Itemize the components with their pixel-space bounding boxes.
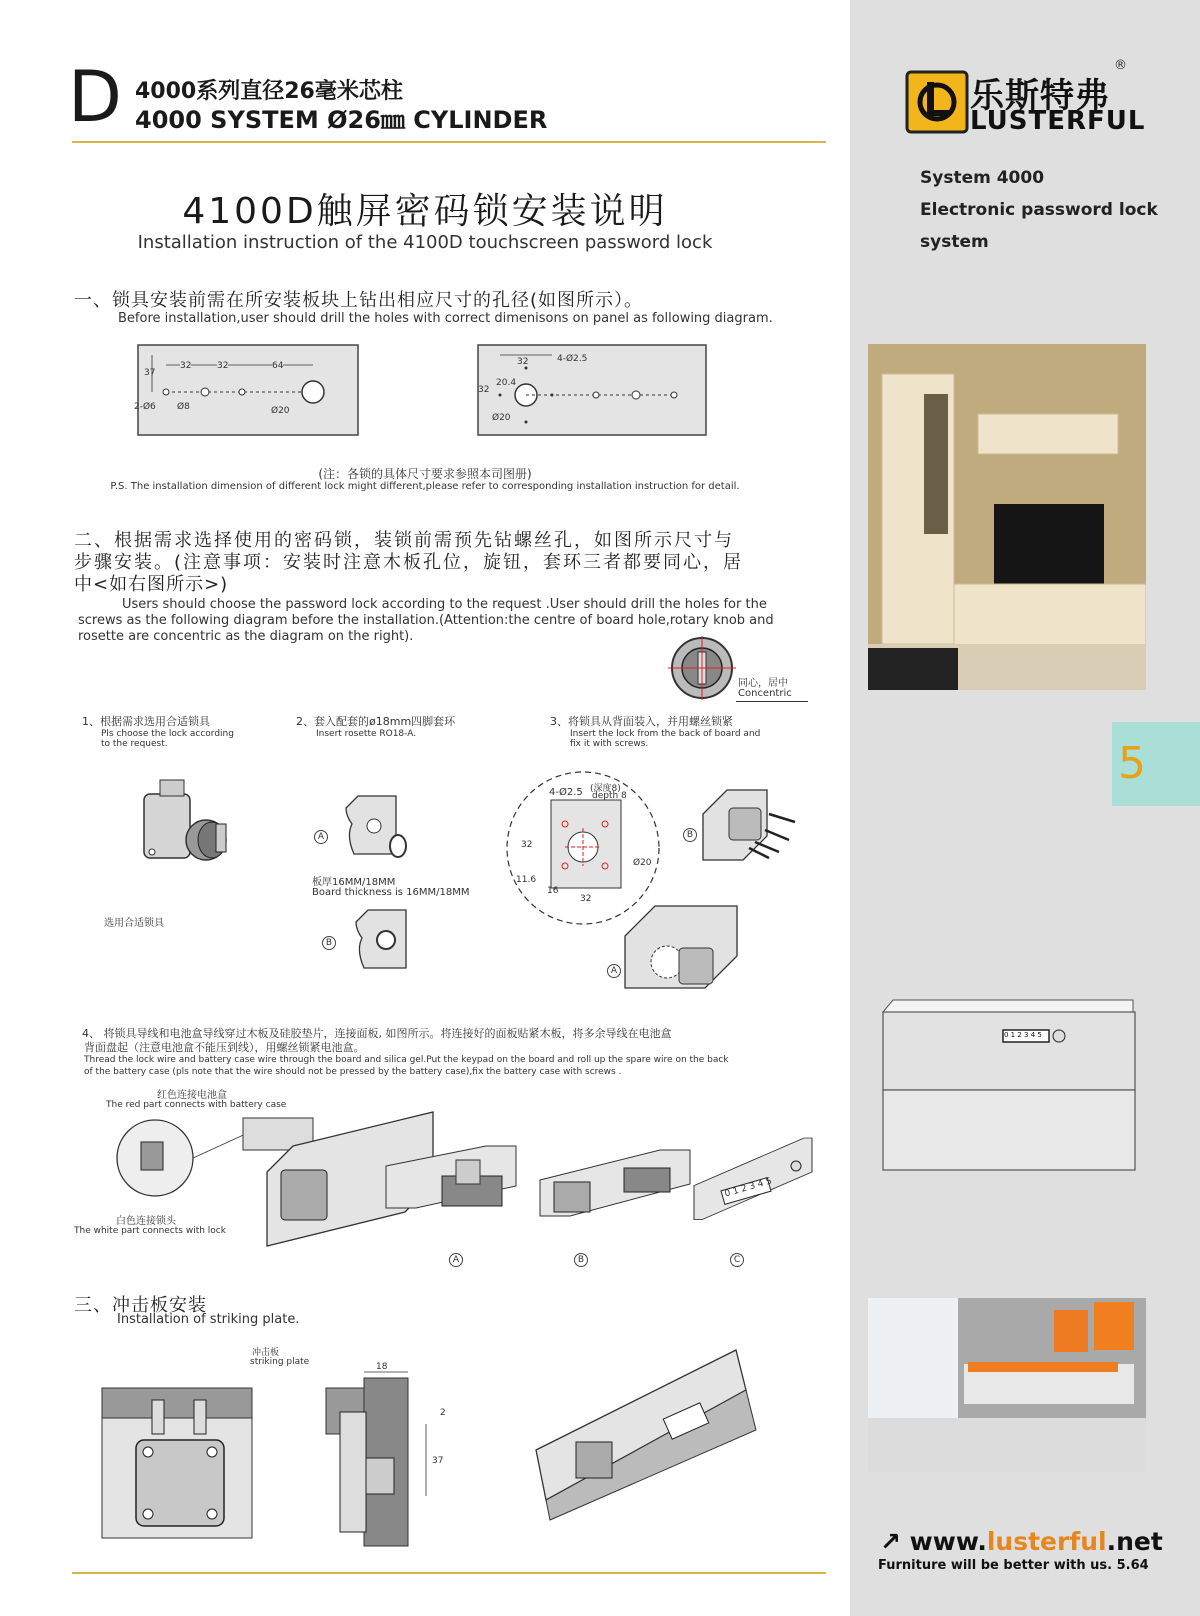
strike-dim-18: 18	[376, 1362, 388, 1372]
label-a-step4: A	[449, 1253, 463, 1267]
section2-line2: 步骤安装。(注意事项：安装时注意木板孔位，旋钮，套环三者都要同心，居	[74, 552, 744, 573]
drill-diagram-left	[138, 345, 368, 437]
header-title-cn: 4000系列直径26毫米芯柱	[135, 79, 403, 104]
section2-en2: screws as the following diagram before the installation.(Attention:the centre of board hole,rotary knob and	[78, 613, 774, 628]
web-icon: ↗	[880, 1527, 901, 1556]
striking-plate-en: striking plate	[250, 1357, 310, 1367]
board-thickness-cn: 板厚16MM/18MM	[312, 877, 396, 888]
drawer-keypad-digits: 0 1 2 3 4 5	[1004, 1031, 1042, 1039]
striking-plate-front	[102, 1388, 252, 1538]
striking-plate-cn: 冲击板	[252, 1348, 280, 1358]
section3-text: Installation of striking plate.	[117, 1312, 300, 1327]
rdim-32v: 32	[478, 385, 490, 395]
step1-cn: 1、根据需求选用合适锁具	[82, 715, 210, 728]
step3-en1: Insert the lock from the back of board and	[570, 729, 761, 739]
logo-text-cn: 乐斯特弗	[970, 76, 1110, 116]
rdim-32: 32	[517, 357, 529, 367]
step3-en2: fix it with screws.	[570, 739, 649, 749]
lock-mounted-a	[625, 906, 745, 1006]
rdim-204: 20.4	[496, 378, 517, 388]
white-part-en: The white part connects with lock	[74, 1226, 226, 1236]
detail-116: 11.6	[516, 875, 537, 885]
header-divider	[72, 141, 826, 143]
web-suffix: .net	[1106, 1527, 1163, 1556]
keypad-assembly-a	[386, 1146, 526, 1236]
section2-line1: 二、根据需求选择使用的密码锁，装锁前需预先钻螺丝孔，如图所示尺寸与	[74, 530, 734, 551]
dim-32a: 32	[180, 361, 192, 371]
section1-text: Before installation,user should drill the holes with correct dimenisons on panel as following diagram.	[118, 311, 773, 326]
registered-mark: ®	[1114, 58, 1127, 73]
system-line3: system	[920, 232, 989, 252]
step2-cn: 2、套入配套的ø18mm四脚套环	[296, 715, 456, 728]
section1-note-cn: (注：各锁的具体尺寸要求参照本司图册)	[318, 467, 532, 481]
page-number: 5	[1118, 738, 1146, 789]
step1-en2: to the request.	[101, 739, 168, 749]
section2-en3: rosette are concentric as the diagram on the right).	[78, 629, 414, 644]
red-part-en: The red part connects with battery case	[106, 1100, 287, 1110]
detail-32v: 32	[521, 840, 533, 850]
section2-en1: Users should choose the password lock according to the request .User should drill the holes for the	[122, 597, 767, 612]
label-b-step3: B	[683, 828, 697, 842]
logo-icon	[907, 72, 967, 132]
step4-cn2: 背面盘起（注意电池盒不能压到线），用螺丝锁紧电池盒。	[84, 1041, 365, 1054]
dim-37: 37	[144, 368, 156, 378]
keypad-assembly-b	[540, 1150, 700, 1230]
section1-heading: 一、锁具安装前需在所安装板块上钻出相应尺寸的孔径(如图所示）。	[74, 290, 644, 311]
system-line2: Electronic password lock	[920, 200, 1158, 220]
office-photo	[868, 1298, 1146, 1472]
red-part-cn: 红色连接电池盒	[157, 1090, 227, 1101]
concentric-diagram	[668, 636, 744, 702]
label-b-step4: B	[574, 1253, 588, 1267]
concentric-underline	[736, 701, 808, 702]
drawer-illustration	[883, 1000, 1137, 1172]
striking-plate-installed	[536, 1350, 776, 1530]
section1-note-en: P.S. The installation dimension of different lock might different,please refer to corresponding installation instruction for detail.	[110, 481, 740, 492]
section-letter: D	[68, 56, 122, 138]
web-prefix: www.	[909, 1527, 987, 1556]
detail-32h: 32	[580, 894, 592, 904]
board-thickness-en: Board thickness is 16MM/18MM	[312, 887, 470, 898]
living-room-photo	[868, 344, 1146, 690]
label-c-step4: C	[730, 1253, 744, 1267]
step4-en1: Thread the lock wire and battery case wire through the board and silica gel.Put the keypad on the board and roll up the spare wire on the back	[84, 1055, 729, 1065]
section2-line3: 中<如右图所示>)	[74, 574, 229, 595]
concentric-cn: 同心，居中	[738, 678, 788, 689]
keypad-digits: 0 1 2 3 4 5	[723, 1176, 774, 1200]
drill-diagram-right	[478, 345, 710, 437]
tagline: Furniture will be better with us. 5.64	[878, 1558, 1149, 1573]
detail-20: Ø20	[633, 858, 652, 868]
striking-plate-side	[326, 1378, 446, 1548]
step1-caption: 选用合适锁具	[104, 918, 164, 929]
hole-6: 2-Ø6	[134, 402, 156, 412]
header-title-en: 4000 SYSTEM Ø26㎜ CYLINDER	[135, 106, 548, 134]
label-a: A	[314, 830, 328, 844]
website-url[interactable]	[880, 1527, 1163, 1556]
system-line1: System 4000	[920, 168, 1045, 188]
lock-cylinder-illustration	[138, 780, 238, 880]
strike-dim-2: 2	[440, 1408, 446, 1418]
page-title: 4100D触屏密码锁安装说明	[182, 191, 668, 232]
lock-with-screws-b	[703, 790, 803, 870]
step4-en2: of the battery case (pls note that the wire should not be pressed by the battery case),fix the battery case with screws .	[84, 1067, 622, 1077]
detail-depth-cn: (深度8)	[590, 784, 621, 794]
rosette-board-a	[346, 796, 456, 856]
label-b: B	[322, 936, 336, 950]
rdim-holes: 4-Ø2.5	[557, 354, 588, 364]
footer-divider	[72, 1572, 826, 1574]
white-part-cn: 白色连接锁头	[116, 1216, 176, 1227]
step2-en: Insert rosette RO18-A.	[316, 729, 417, 739]
rosette-board-b	[356, 910, 416, 974]
detail-holes: 4-Ø2.5	[549, 787, 583, 798]
detail-depth-en: depth 8	[592, 791, 627, 801]
hole-8: Ø8	[177, 402, 190, 412]
web-accent: lusterful	[986, 1527, 1107, 1556]
step1-en1: Pls choose the lock according	[101, 729, 234, 739]
page-subtitle: Installation instruction of the 4100D touchscreen password lock	[137, 232, 713, 253]
detail-16: 16	[547, 886, 559, 896]
section3-heading: 三、冲击板安装	[74, 1295, 207, 1316]
step3-cn: 3、将锁具从背面装入，并用螺丝锁紧	[550, 715, 733, 728]
logo-text-en: LUSTERFUL	[970, 106, 1146, 136]
dim-64: 64	[272, 361, 284, 371]
strike-dim-37: 37	[432, 1456, 444, 1466]
label-a-step3: A	[607, 964, 621, 978]
concentric-en: Concentric	[738, 688, 792, 699]
dim-32b: 32	[217, 361, 229, 371]
step4-cn1: 4、 将锁具导线和电池盒导线穿过木板及硅胶垫片，连接面板, 如图所示。将连接好的面板贴紧木板，将多余导线在电池盒	[82, 1027, 672, 1040]
rdim-hole20: Ø20	[492, 413, 511, 423]
hole-20: Ø20	[271, 406, 290, 416]
